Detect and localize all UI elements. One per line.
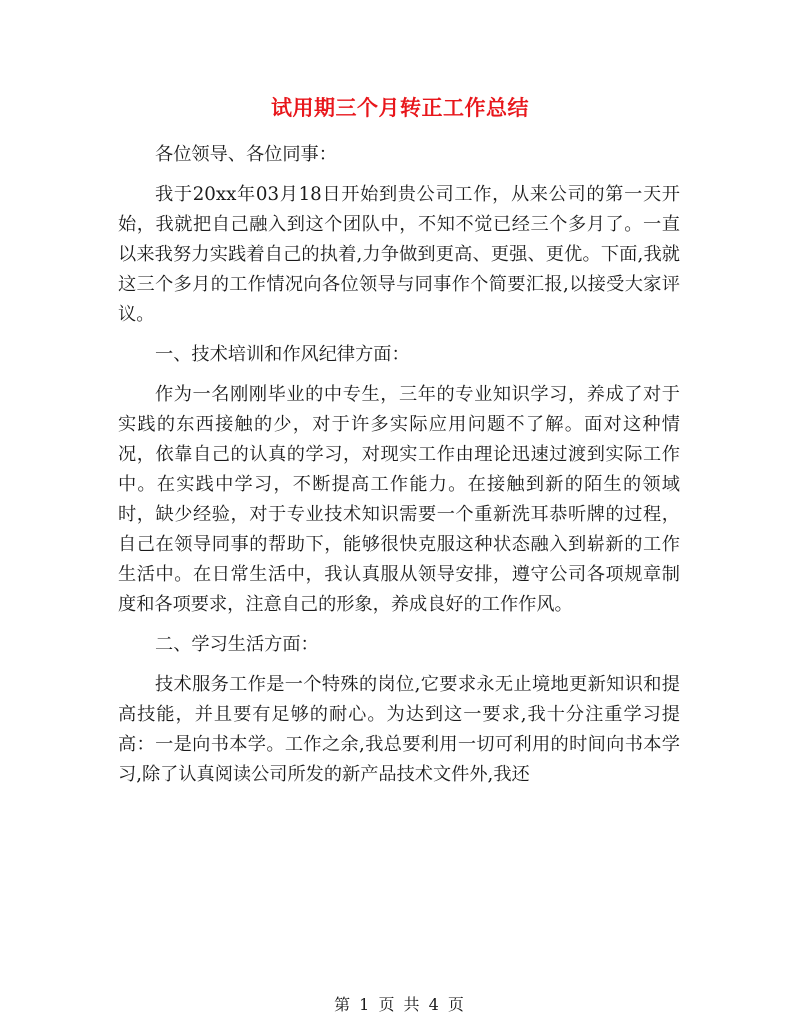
salutation-paragraph: 各位领导、各位同事： — [155, 144, 337, 165]
section-heading-1: 一、技术培训和作风纪律方面： — [155, 344, 410, 365]
section-1-paragraph: 作为一名刚刚毕业的中专生，三年的专业知识学习，养成了对于实践的东西接触的少，对于许多实际应用问题不了解。面对这种情况，依靠自己的认真的学习，对现实工作由理论迅速过渡到实际工作中。在实践中学习，不断提高工作能力。在接触到新的陌生的领域时，缺少经验，对于专业技术知识需要一个重新洗耳恭听牌的过程，自己在领导同事的帮助下，能够很快克服这种状态融入到崭新的工作生活中。在日常生活中，我认真服从领导安排，遵守公司各项规章制度和各项要求，注意自己的形象，养成良好的工作作风。 — [118, 384, 680, 615]
section-2-paragraph: 技术服务工作是一个特殊的岗位,它要求永无止境地更新知识和提高技能，并且要有足够的耐心。为达到这一要求,我十分注重学习提高：一是向书本学。工作之余,我总要利用一切可利用的时间向书本学习,除了认真阅读公司所发的新产品技术文件外,我还 — [118, 674, 680, 785]
document-body — [118, 140, 680, 790]
section-heading-2: 二、学习生活方面： — [155, 634, 319, 655]
document-title: 试用期三个月转正工作总结 — [271, 95, 529, 120]
page-number-footer: 第 1 页 共 4 页 — [334, 995, 466, 1014]
intro-paragraph: 我于20xx年03月18日开始到贵公司工作，从来公司的第一天开始，我就把自己融入到这个团队中，不知不觉已经三个多月了。一直以来我努力实践着自己的执着,力争做到更高、更强、更优。下面,我就这三个多月的工作情况向各位领导与同事作个简要汇报,以接受大家评议。 — [118, 184, 680, 325]
